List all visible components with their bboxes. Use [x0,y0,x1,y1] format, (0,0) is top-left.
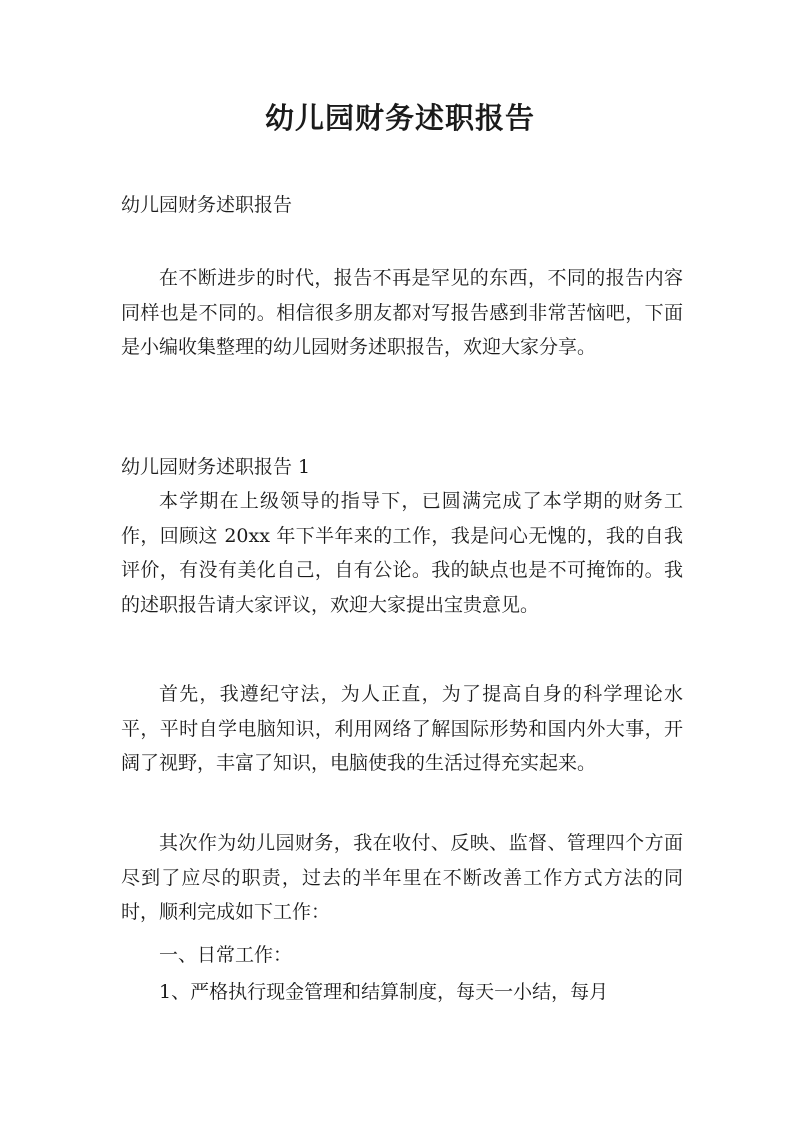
intro-paragraph: 在不断进步的时代，报告不再是罕见的东西，不同的报告内容同样也是不同的。相信很多朋友都对写报告感到非常苦恼吧，下面是小编收集整理的幼儿园财务述职报告，欢迎大家分享。 [121,267,683,358]
body-paragraph-3: 其次作为幼儿园财务，我在收付、反映、监督、管理四个方面尽到了应尽的职责，过去的半年里在不断改善工作方式方法的同时，顺利完成如下工作： [121,832,683,923]
list-item-1: 1、严格执行现金管理和结算制度，每天一小结，每月 [159,981,609,1003]
body-paragraph-1: 本学期在上级领导的指导下，已圆满完成了本学期的财务工作，回顾这 20xx 年下半年来的工作，我是问心无愧的，我的自我评价，有没有美化自己，自有公论。我的缺点也是不可掩饰的。我的述职报告请大家评议，欢迎大家提出宝贵意见。 [121,490,683,616]
list-heading-daily-work: 一、日常工作： [159,944,293,966]
document-title: 幼儿园财务述职报告 [264,101,535,135]
body-paragraph-2: 首先，我遵纪守法，为人正直，为了提高自身的科学理论水平，平时自学电脑知识，利用网络了解国际形势和国内外大事，开阔了视野，丰富了知识，电脑使我的生活过得充实起来。 [121,683,683,774]
document-subtitle: 幼儿园财务述职报告 [121,194,293,216]
section-heading: 幼儿园财务述职报告 1 [121,456,311,478]
